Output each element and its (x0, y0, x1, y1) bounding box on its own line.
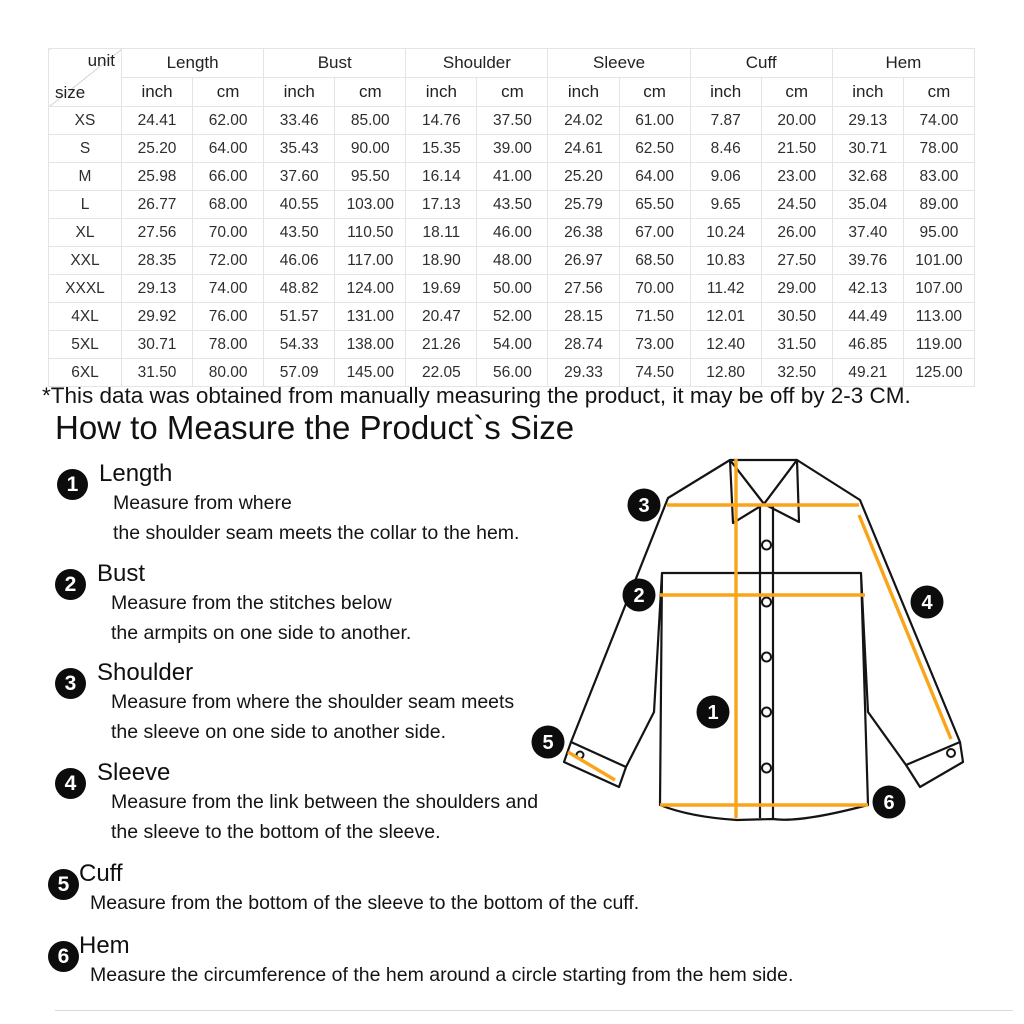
measurement-cell: 78.00 (193, 331, 264, 359)
measurement-cell: 29.00 (761, 275, 832, 303)
measurement-cell: 95.00 (903, 219, 974, 247)
shirt-measurement-diagram (530, 440, 1000, 840)
measurement-cell: 39.76 (832, 247, 903, 275)
measurement-cell: 78.00 (903, 135, 974, 163)
measurement-cell: 48.82 (264, 275, 335, 303)
measurement-cell: 54.00 (477, 331, 548, 359)
size-label-cell: XXL (49, 247, 122, 275)
measurement-cell: 51.57 (264, 303, 335, 331)
measurement-cell: 9.65 (690, 191, 761, 219)
measurement-cell: 35.43 (264, 135, 335, 163)
measurement-cell: 27.50 (761, 247, 832, 275)
measurement-cell: 67.00 (619, 219, 690, 247)
measurement-cell: 20.00 (761, 107, 832, 135)
measurement-cell: 14.76 (406, 107, 477, 135)
measurement-cell: 24.50 (761, 191, 832, 219)
measurement-cell: 25.98 (122, 163, 193, 191)
measurement-cell: 66.00 (193, 163, 264, 191)
size-label-cell: XS (49, 107, 122, 135)
measurement-cell: 61.00 (619, 107, 690, 135)
diagram-marker-number: 4 (921, 592, 933, 614)
measurement-cell: 16.14 (406, 163, 477, 191)
table-row (49, 163, 975, 191)
measurement-cell: 31.50 (761, 331, 832, 359)
measurement-cell: 30.50 (761, 303, 832, 331)
measurement-cell: 26.77 (122, 191, 193, 219)
measurement-cell: 76.00 (193, 303, 264, 331)
unit-header: cm (477, 78, 548, 107)
number-badge: 3 (55, 668, 86, 699)
measurement-cell: 29.92 (122, 303, 193, 331)
right-cuff-button (947, 749, 955, 757)
measurement-cell: 21.26 (406, 331, 477, 359)
table-corner-cell (49, 49, 122, 107)
measurement-cell: 64.00 (619, 163, 690, 191)
measurement-cell: 26.00 (761, 219, 832, 247)
table-row (49, 191, 975, 219)
measurement-cell: 32.50 (761, 359, 832, 387)
measurement-cell: 37.60 (264, 163, 335, 191)
measurement-cell: 35.04 (832, 191, 903, 219)
measurement-cell: 24.41 (122, 107, 193, 135)
measurement-cell: 20.47 (406, 303, 477, 331)
table-row (49, 303, 975, 331)
instruction-item-shoulder (55, 659, 514, 747)
measurement-cell: 73.00 (619, 331, 690, 359)
measurement-cell: 90.00 (335, 135, 406, 163)
measurement-cell: 138.00 (335, 331, 406, 359)
measurement-cell: 17.13 (406, 191, 477, 219)
measurement-cell: 42.13 (832, 275, 903, 303)
instruction-item-hem (48, 932, 793, 990)
measurement-cell: 37.40 (832, 219, 903, 247)
number-badge: 6 (48, 941, 79, 972)
measurement-cell: 29.13 (832, 107, 903, 135)
unit-header: inch (122, 78, 193, 107)
measurement-cell: 11.42 (690, 275, 761, 303)
diagram-marker-number: 2 (633, 585, 645, 607)
measurement-cell: 131.00 (335, 303, 406, 331)
measurement-cell: 8.46 (690, 135, 761, 163)
measurement-cell: 15.35 (406, 135, 477, 163)
unit-header: cm (903, 78, 974, 107)
diagram-marker-number: 5 (542, 732, 554, 754)
measurement-cell: 28.35 (122, 247, 193, 275)
measurement-cell: 30.71 (122, 331, 193, 359)
unit-header: inch (690, 78, 761, 107)
unit-header: inch (406, 78, 477, 107)
instruction-title: Cuff (79, 860, 123, 887)
unit-header: inch (548, 78, 619, 107)
measurement-cell: 62.50 (619, 135, 690, 163)
instruction-title: Shoulder (97, 659, 194, 686)
table-row (49, 331, 975, 359)
instruction-item-sleeve (55, 759, 538, 847)
page-title: How to Measure the Product`s Size (55, 409, 575, 446)
measurement-cell: 56.00 (477, 359, 548, 387)
measurement-cell: 10.83 (690, 247, 761, 275)
measurement-cell: 22.05 (406, 359, 477, 387)
instruction-item-length (57, 460, 519, 548)
measurement-cell: 18.90 (406, 247, 477, 275)
table-row (49, 107, 975, 135)
measurement-cell: 44.49 (832, 303, 903, 331)
measurement-cell: 119.00 (903, 331, 974, 359)
measurement-cell: 70.00 (193, 219, 264, 247)
measurement-cell: 46.85 (832, 331, 903, 359)
measurement-cell: 72.00 (193, 247, 264, 275)
measurement-cell: 26.38 (548, 219, 619, 247)
instruction-item-bust (55, 560, 411, 648)
instruction-line: Measure from the link between the shoulders and (111, 791, 539, 813)
measurement-cell: 74.00 (903, 107, 974, 135)
measurement-cell: 41.00 (477, 163, 548, 191)
instruction-line: Measure the circumference of the hem around a circle starting from the hem side. (90, 964, 794, 986)
column-group-header: Hem (832, 49, 974, 78)
unit-header: inch (264, 78, 335, 107)
measurement-cell: 21.50 (761, 135, 832, 163)
measurement-cell: 23.00 (761, 163, 832, 191)
column-group-header: Sleeve (548, 49, 690, 78)
measurement-cell: 27.56 (548, 275, 619, 303)
column-group-header: Cuff (690, 49, 832, 78)
measurement-cell: 18.11 (406, 219, 477, 247)
measurement-cell: 101.00 (903, 247, 974, 275)
size-label-cell: 4XL (49, 303, 122, 331)
measurement-cell: 33.46 (264, 107, 335, 135)
measurement-cell: 28.74 (548, 331, 619, 359)
measurement-cell: 125.00 (903, 359, 974, 387)
instruction-line: Measure from the stitches below (111, 592, 392, 614)
measurement-cell: 39.00 (477, 135, 548, 163)
number-badge: 4 (55, 768, 86, 799)
size-label-cell: XXXL (49, 275, 122, 303)
measurement-cell: 37.50 (477, 107, 548, 135)
measurement-cell: 145.00 (335, 359, 406, 387)
instruction-line: the sleeve to the bottom of the sleeve. (111, 821, 441, 843)
measurement-cell: 10.24 (690, 219, 761, 247)
measurement-cell: 12.80 (690, 359, 761, 387)
measurement-cell: 95.50 (335, 163, 406, 191)
unit-header: inch (832, 78, 903, 107)
measurement-cell: 107.00 (903, 275, 974, 303)
measurement-cell: 27.56 (122, 219, 193, 247)
measurement-cell: 25.79 (548, 191, 619, 219)
measurement-cell: 24.02 (548, 107, 619, 135)
measurement-cell: 52.00 (477, 303, 548, 331)
measurement-cell: 43.50 (477, 191, 548, 219)
measurement-cell: 28.15 (548, 303, 619, 331)
number-badge: 1 (57, 469, 88, 500)
instruction-title: Bust (97, 560, 146, 587)
measurement-cell: 83.00 (903, 163, 974, 191)
measurement-cell: 31.50 (122, 359, 193, 387)
measurement-cell: 117.00 (335, 247, 406, 275)
measurement-cell: 29.13 (122, 275, 193, 303)
size-label-cell: XL (49, 219, 122, 247)
unit-header: cm (761, 78, 832, 107)
diagram-marker-number: 3 (638, 495, 650, 517)
measurement-cell: 124.00 (335, 275, 406, 303)
measurement-cell: 64.00 (193, 135, 264, 163)
measurement-cell: 19.69 (406, 275, 477, 303)
instruction-line: the sleeve on one side to another side. (111, 721, 446, 743)
measurement-cell: 110.50 (335, 219, 406, 247)
measurement-cell: 74.50 (619, 359, 690, 387)
measurement-cell: 32.68 (832, 163, 903, 191)
instruction-title: Sleeve (97, 759, 171, 786)
table-row (49, 247, 975, 275)
measurement-cell: 50.00 (477, 275, 548, 303)
measurement-cell: 29.33 (548, 359, 619, 387)
instruction-line: the shoulder seam meets the collar to the hem. (113, 522, 520, 544)
table-row (49, 219, 975, 247)
size-table-body (49, 107, 975, 387)
measurement-cell: 46.06 (264, 247, 335, 275)
instruction-title: Length (99, 460, 173, 487)
unit-header: cm (193, 78, 264, 107)
measurement-cell: 62.00 (193, 107, 264, 135)
measurement-cell: 40.55 (264, 191, 335, 219)
measurement-cell: 49.21 (832, 359, 903, 387)
measurement-cell: 68.50 (619, 247, 690, 275)
size-label-cell: 6XL (49, 359, 122, 387)
measurement-disclaimer-note: *This data was obtained from manually measuring the product, it may be off by 2-3 CM. (42, 383, 911, 408)
measurement-cell: 71.50 (619, 303, 690, 331)
diagram-marker-number: 6 (883, 792, 895, 814)
size-label-cell: 5XL (49, 331, 122, 359)
column-group-header: Shoulder (406, 49, 548, 78)
column-group-header: Length (122, 49, 264, 78)
table-row (49, 135, 975, 163)
measurement-cell: 12.40 (690, 331, 761, 359)
size-table-head (49, 49, 975, 107)
measurement-cell: 9.06 (690, 163, 761, 191)
unit-header: cm (619, 78, 690, 107)
measurement-cell: 46.00 (477, 219, 548, 247)
bottom-divider (55, 1010, 1013, 1011)
table-row (49, 275, 975, 303)
measurement-cell: 57.09 (264, 359, 335, 387)
number-badge: 5 (48, 869, 79, 900)
measurement-cell: 103.00 (335, 191, 406, 219)
measurement-cell: 48.00 (477, 247, 548, 275)
number-badge: 2 (55, 569, 86, 600)
size-label-cell: S (49, 135, 122, 163)
measurement-cell: 25.20 (122, 135, 193, 163)
measurement-cell: 68.00 (193, 191, 264, 219)
measurement-cell: 74.00 (193, 275, 264, 303)
instruction-line: Measure from the bottom of the sleeve to the bottom of the cuff. (90, 892, 640, 914)
measurement-cell: 113.00 (903, 303, 974, 331)
instruction-line: Measure from where (113, 492, 292, 514)
measurement-cell: 65.50 (619, 191, 690, 219)
measurement-cell: 80.00 (193, 359, 264, 387)
size-table (48, 48, 975, 387)
measurement-cell: 30.71 (832, 135, 903, 163)
measurement-cell: 43.50 (264, 219, 335, 247)
instruction-item-cuff (48, 860, 639, 918)
measurement-cell: 54.33 (264, 331, 335, 359)
measurement-cell: 26.97 (548, 247, 619, 275)
measurement-cell: 85.00 (335, 107, 406, 135)
measurement-cell: 7.87 (690, 107, 761, 135)
measurement-cell: 89.00 (903, 191, 974, 219)
measurement-cell: 25.20 (548, 163, 619, 191)
measurement-cell: 70.00 (619, 275, 690, 303)
size-label-cell: L (49, 191, 122, 219)
instruction-line: the armpits on one side to another. (111, 622, 412, 644)
size-label-cell: M (49, 163, 122, 191)
column-group-header: Bust (264, 49, 406, 78)
measurement-cell: 12.01 (690, 303, 761, 331)
instruction-title: Hem (79, 932, 130, 959)
measurement-cell: 24.61 (548, 135, 619, 163)
instruction-line: Measure from where the shoulder seam meets (111, 691, 515, 713)
unit-header: cm (335, 78, 406, 107)
corner-label-size: size (55, 83, 86, 102)
diagram-marker-number: 1 (707, 702, 719, 724)
corner-label-unit: unit (87, 51, 115, 70)
